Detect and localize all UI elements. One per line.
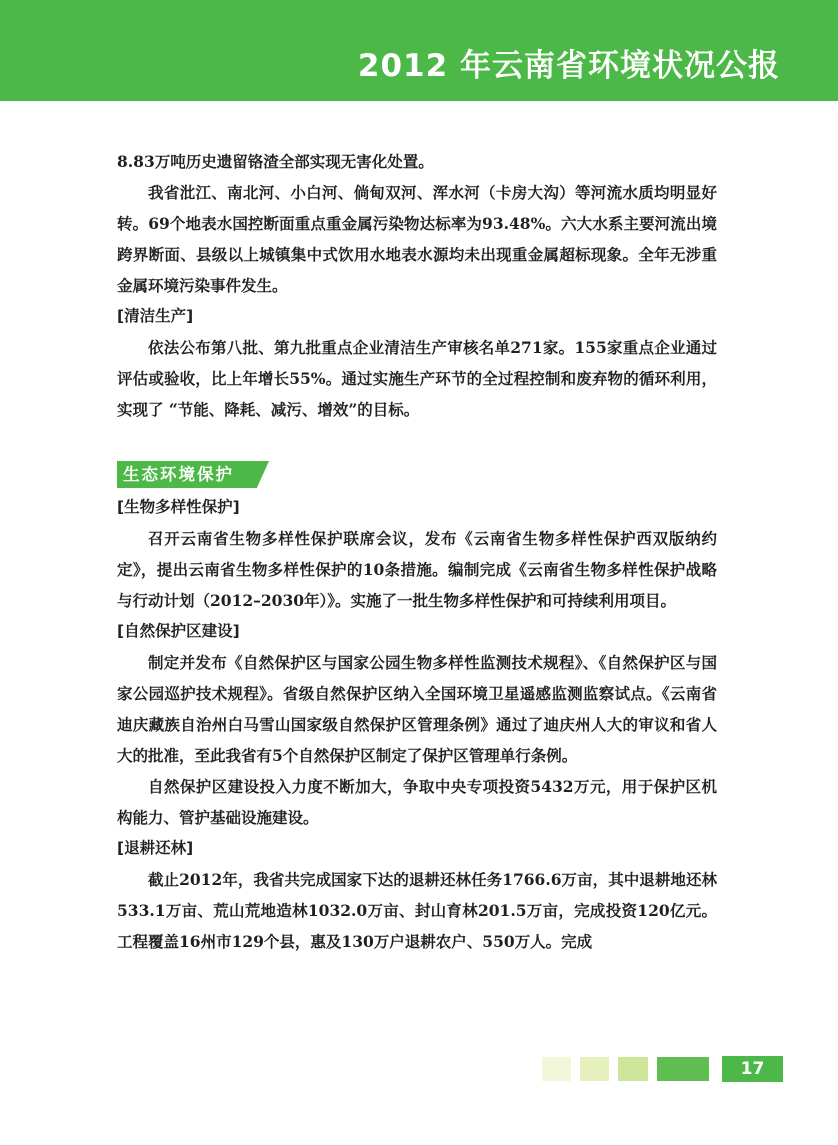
decorative-square [618, 1057, 648, 1081]
page-number: 17 [722, 1056, 783, 1082]
decorative-square [657, 1057, 709, 1081]
section-heading [117, 459, 717, 492]
report-title: 2012 年云南省环境状况公报 [357, 48, 780, 84]
paragraph: 8.83万吨历史遗留铬渣全部实现无害化处置。 [117, 152, 434, 171]
decorative-square [542, 1057, 571, 1081]
paragraph: 依法公布第八批、第九批重点企业清洁生产审核名单271家。155家重点企业通过评估或验收，比上年增长55%。通过实施生产环节的全过程控制和废弃物的循环利用，实现了 “节能、降耗、减污、增效”的目标。 [117, 338, 717, 419]
paragraph: 召开云南省生物多样性保护联席会议，发布《云南省生物多样性保护西双版纳约定》，提出云南省生物多样性保护的10条措施。编制完成《云南省生物多样性保护战略与行动计划（2012–2030年）》。实施了一批生物多样性保护和可持续利用项目。 [117, 529, 717, 610]
paragraph: 我省沘江、南北河、小白河、倘甸双河、浑水河（卡房大沟）等河流水质均明显好转。69个地表水国控断面重点重金属污染物达标率为93.48%。六大水系主要河流出境跨界断面、县级以上城镇集中式饮用水地表水源均未出现重金属超标现象。全年无涉重金属环境污染事件发生。 [117, 183, 717, 295]
header-bar [0, 0, 838, 101]
page-content [117, 146, 717, 957]
section-title: 生态环境保护 [123, 465, 234, 484]
paragraph: 制定并发布《自然保护区与国家公园生物多样性监测技术规程》、《自然保护区与国家公园巡护技术规程》。省级自然保护区纳入全国环境卫星遥感监测监察试点。《云南省迪庆藏族自治州白马雪山国家级自然保护区管理条例》通过了迪庆州人大的审议和省人大的批准，至此我省有5个自然保护区制定了保护区管理单行条例。 [117, 653, 717, 765]
paragraph: 自然保护区建设投入力度不断加大，争取中央专项投资5432万元，用于保护区机构能力、管护基础设施建设。 [117, 777, 717, 827]
footer [0, 1049, 838, 1089]
decorative-square [580, 1057, 609, 1081]
subheading-nature-reserve: [自然保护区建设] [117, 622, 240, 640]
paragraph: 截止2012年，我省共完成国家下达的退耕还林任务1766.6万亩，其中退耕地还林533.1万亩、荒山荒地造林1032.0万亩、封山育林201.5万亩，完成投资120亿元。工程覆盖16州市129个县，惠及130万户退耕农户、550万人。完成 [117, 870, 717, 951]
subheading-grain-for-green: [退耕还林] [117, 839, 194, 857]
subheading-clean-production: [清洁生产] [117, 307, 194, 325]
subheading-biodiversity: [生物多样性保护] [117, 498, 240, 516]
